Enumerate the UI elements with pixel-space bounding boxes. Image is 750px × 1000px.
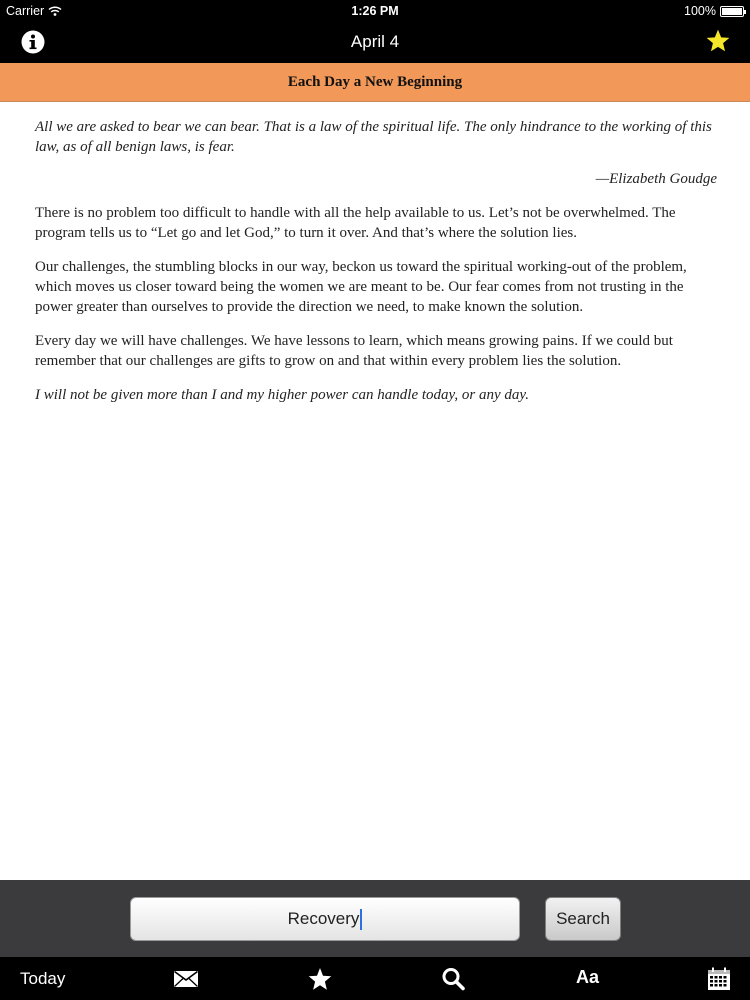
text-caret: [360, 909, 362, 930]
page-title: April 4: [350, 32, 400, 51]
search-input[interactable]: [130, 897, 520, 941]
reading-content: [35, 117, 717, 419]
quote-author: —Elizabeth Goudge: [595, 171, 717, 187]
mail-icon[interactable]: [173, 967, 199, 991]
search-input-value: Recovery: [287, 909, 360, 928]
battery-icon: [720, 6, 744, 17]
reading-title: Each Day a New Beginning: [0, 63, 750, 102]
status-bar: [0, 0, 750, 22]
tab-bar: [0, 957, 750, 1000]
tab-today[interactable]: Today: [20, 969, 66, 988]
nav-bar: [0, 22, 750, 63]
reading-paragraph: Our challenges, the stumbling blocks in our way, beckon us toward the spiritual working-out of the problem, which moves us closer toward being the women we are meant to be. Our fear comes from not trusting in the power greater than ourselves to provide the direction we need, to make known the solution.: [35, 259, 687, 315]
battery-info: [684, 4, 744, 18]
status-time: 1:26 PM: [351, 4, 399, 18]
favorite-star-icon[interactable]: [705, 28, 731, 54]
calendar-icon[interactable]: [706, 967, 732, 991]
search-icon[interactable]: [441, 967, 467, 991]
reading-paragraph: Every day we will have challenges. We have lessons to learn, which means growing pains. If we could but remember that our challenges are gifts to grow on and that within every problem lies the solution.: [35, 333, 673, 369]
search-button[interactable]: Search: [545, 897, 621, 941]
battery-percent: 100%: [684, 4, 716, 18]
reading-quote: All we are asked to bear we can bear. That is a law of the spiritual life. The only hindrance to the working of this law, as of all benign laws, is fear.: [35, 119, 712, 155]
search-toolbar: [0, 880, 750, 957]
font-size-button[interactable]: Aa: [576, 967, 600, 987]
carrier-label: Carrier: [6, 4, 45, 18]
favorites-star-icon[interactable]: [307, 967, 333, 991]
reading-paragraph: There is no problem too difficult to handle with all the help available to us. Let’s not be overwhelmed. The program tells us to “Let go and let God,” to turn it over. And that’s where the solution lies.: [35, 205, 676, 241]
reading-closing: I will not be given more than I and my higher power can handle today, or any day.: [35, 387, 529, 403]
